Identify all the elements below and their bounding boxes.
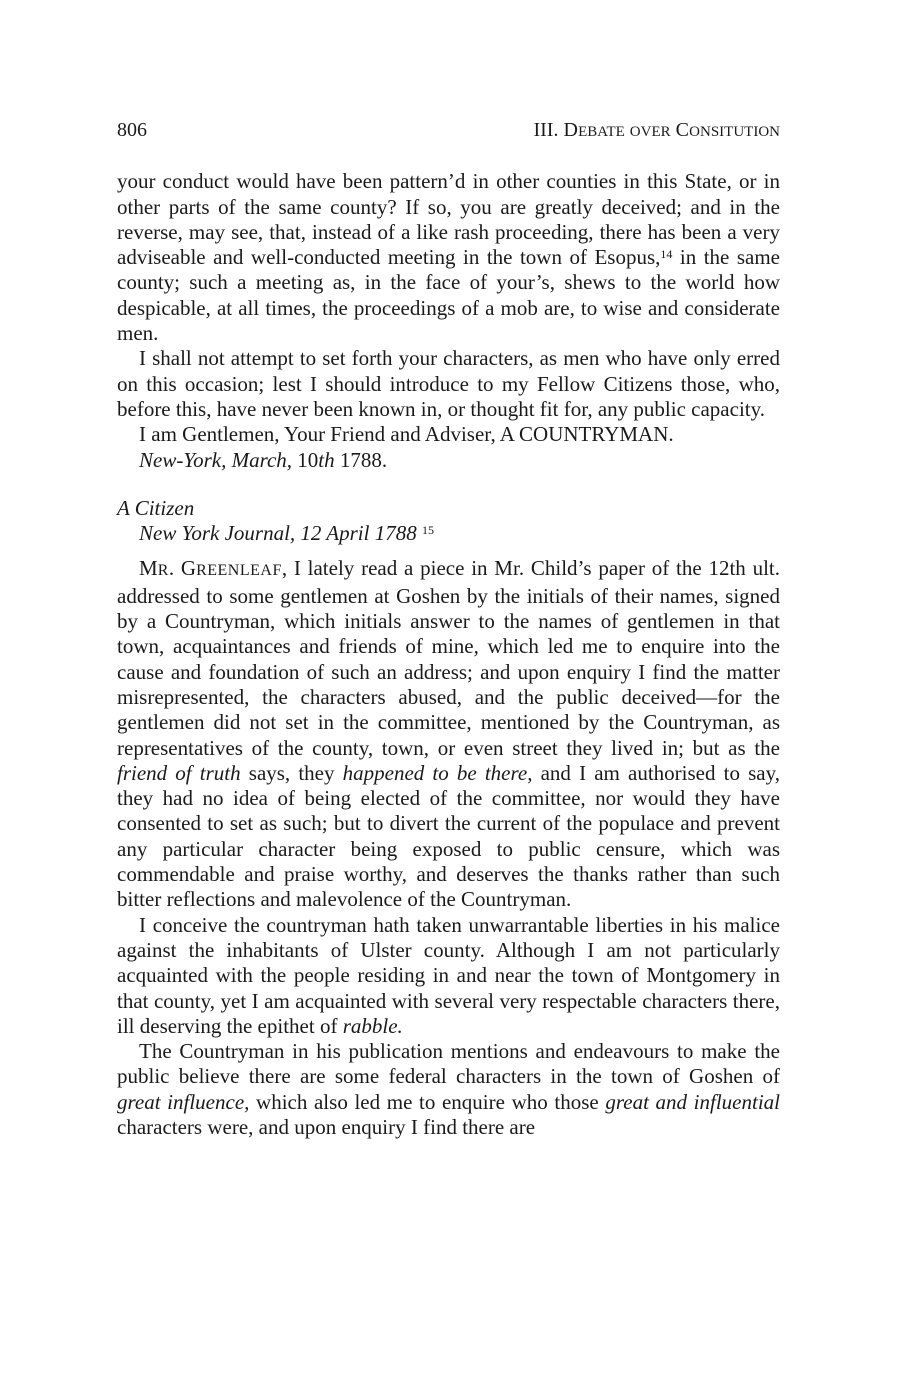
- section-roman: III.: [533, 119, 559, 141]
- letter2-paragraph-1: MR. GREENLEAF, I lately read a piece in Mr. Child’s paper of the 12th ult. addressed to some gentlemen at Goshen by the initials of their names, signed by a Countryman, which initials answer to the names of gentlemen in that town, acquaintances and friends of mine, which led me to enquire into the cause and foundation of such an address; and upon enquiry I find the matter misrepresented, the characters abused, and the public deceived—for the gentlemen did not set in the committee, mentioned by the Countryman, as representatives of the county, town, or even street they lived in; but as the friend of truth says, they happened to be there, and I am authorised to say, they had no idea of being elected of the committee, nor would they have consented to set as such; but to divert the current of the populace and prevent any particular character being exposed to public censure, which was commendable and praise worthy, and deserves the thanks rather than such bitter reflections and malevolence of the Countryman.: [117, 556, 780, 912]
- footnote-ref-14[interactable]: 14: [660, 247, 673, 262]
- document-page: [117, 118, 780, 1140]
- footnote-ref-15[interactable]: 15: [421, 523, 434, 538]
- addressee-name: MR. GREENLEAF: [139, 556, 282, 581]
- section-title: III. DEBATE OVER CONSITUTION: [533, 119, 780, 141]
- letter1-dateline: New-York, March, 10th 1788.: [139, 447, 388, 472]
- letter1-paragraph-2: I shall not attempt to set forth your characters, as men who have only erred on this occasion; lest I should introduce to my Fellow Citizens those, who, before this, have never been known in, or thought fit for, any public capacity.: [117, 346, 780, 421]
- letter2-source: New York Journal, 12 April 1788 $^{15}$: [139, 521, 434, 546]
- page-number: 806: [117, 119, 147, 141]
- letter2-paragraph-2: I conceive the countryman hath taken unwarrantable liberties in his malice against the inhabitants of Ulster county. Although I am not particularly acquainted with the people residing in and near the town of Montgomery in that county, yet I am acquainted with several very respectable characters there, ill deserving the epithet of rabble.: [117, 912, 780, 1038]
- running-head: [117, 118, 780, 145]
- letter1-paragraph-1: your conduct would have been pattern’d in other counties in this State, or in other parts of the same county? If so, you are greatly deceived; and in the reverse, may see, that, instead of a like rash proceeding, there has been a very adviseable and well-conducted meeting in the town of Esopus,$^{14}$ in the same county; such a meeting as, in the face of your’s, shews to the world how despicable, at all times, the proceedings of a mob are, to wise and considerate men.: [117, 169, 780, 346]
- letter2-paragraph-3: The Countryman in his publication mentions and endeavours to make the public believe there are some federal characters in the town of Goshen of great influence, which also led me to enquire who those great and influential characters were, and upon enquiry I find there are: [117, 1039, 780, 1139]
- letter2-title: A Citizen: [117, 495, 195, 520]
- letter1-closing: I am Gentlemen, Your Friend and Adviser, A COUNTRYMAN.: [139, 422, 674, 447]
